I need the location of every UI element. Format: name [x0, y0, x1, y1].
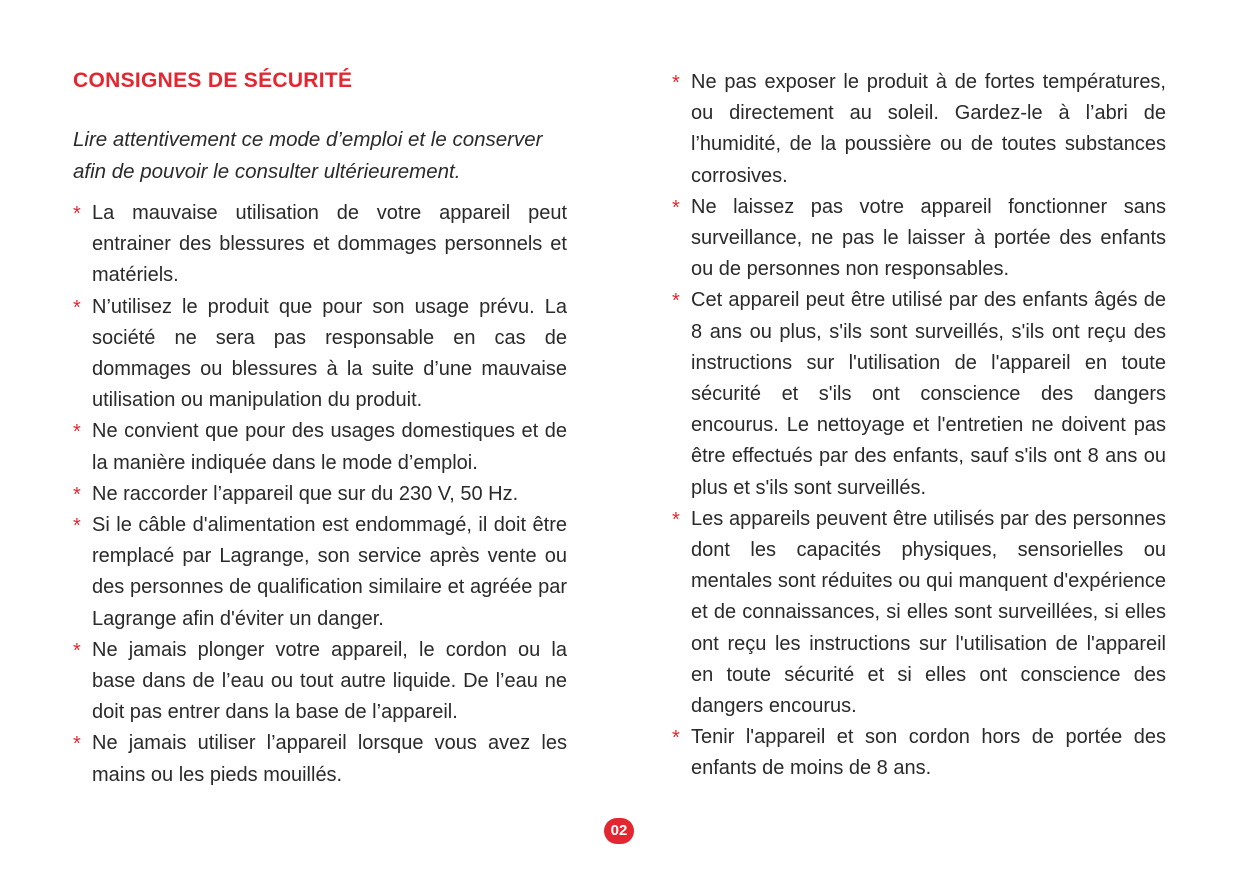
safety-item-text: Ne laissez pas votre appareil fonctionner sans surveillance, ne pas le laisser à portée des enfants ou de personnes non responsables. [691, 195, 1166, 281]
right-safety-list [672, 67, 1166, 785]
asterisk-bullet: * [73, 483, 81, 506]
safety-item [672, 504, 1166, 722]
asterisk-bullet: * [672, 508, 680, 531]
safety-item [73, 635, 567, 729]
safety-item-text: N’utilisez le produit que pour son usage prévu. La société ne sera pas responsable en cas de dommages ou blessures à la suite d’une mauvaise utilisation ou manipulation du produit. [92, 295, 567, 412]
left-safety-list [73, 198, 567, 791]
asterisk-bullet: * [73, 296, 81, 319]
safety-item [672, 67, 1166, 192]
safety-item-text: Ne pas exposer le produit à de fortes températures, ou directement au soleil. Gardez-le à l’abri de l’humidité, de la poussière ou de toutes substances corrosives. [691, 71, 1166, 187]
asterisk-bullet: * [73, 203, 81, 225]
asterisk-bullet: * [672, 290, 680, 313]
safety-item-text: Si le câble d'alimentation est endommagé, il doit être remplacé par Lagrange, son service après vente ou des personnes de qualification similaire et agréée par Lagrange afin d'éviter un danger. [92, 514, 567, 630]
asterisk-bullet: * [73, 421, 81, 444]
safety-item-text: Les appareils peuvent être utilisés par des personnes dont les capacités physiques, sensorielles ou mentales sont réduites ou qui manquent d'expérience et de connaissances, si elles sont surveillées, si elles ont reçu les instructions sur l'utilisation de l'appareil en toute sécurité et si elles ont conscience des dangers encourus. [691, 507, 1166, 718]
asterisk-bullet: * [672, 196, 680, 219]
asterisk-bullet: * [73, 639, 81, 662]
safety-item-text: Ne jamais utiliser l’appareil lorsque vous avez les mains ou les pieds mouillés. [92, 732, 567, 786]
asterisk-bullet: * [73, 515, 81, 538]
safety-item [73, 728, 567, 790]
safety-item-text: Tenir l'appareil et son cordon hors de portée des enfants de moins de 8 ans. [691, 726, 1166, 780]
page-number-badge: 02 [604, 818, 634, 844]
section-heading: CONSIGNES DE SÉCURITÉ [73, 69, 353, 92]
asterisk-bullet: * [672, 727, 680, 750]
safety-item [672, 285, 1166, 503]
safety-item-text: Ne convient que pour des usages domestiques et de la manière indiquée dans le mode d’emploi. [92, 420, 567, 474]
safety-item-text: Ne raccorder l’appareil que sur du 230 V, 50 Hz. [92, 482, 519, 505]
safety-item [73, 416, 567, 478]
asterisk-bullet: * [672, 72, 680, 94]
asterisk-bullet: * [73, 733, 81, 756]
safety-item [73, 479, 567, 510]
safety-item [672, 192, 1166, 286]
safety-item [73, 510, 567, 635]
safety-item-text: La mauvaise utilisation de votre appareil peut entrainer des blessures et dommages personnels et matériels. [92, 202, 567, 287]
intro-text: Lire attentivement ce mode d’emploi et le conserver afin de pouvoir le consulter ultérieurement. [73, 128, 543, 183]
safety-item [672, 722, 1166, 784]
safety-item [73, 198, 567, 292]
safety-item [73, 292, 567, 417]
safety-item-text: Ne jamais plonger votre appareil, le cordon ou la base dans de l’eau ou tout autre liquide. De l’eau ne doit pas entrer dans la base de l’appareil. [92, 638, 567, 724]
safety-item-text: Cet appareil peut être utilisé par des enfants âgés de 8 ans ou plus, s'ils sont surveillés, s'ils ont reçu des instructions sur l'utilisation de l'appareil en toute sécurité et s'ils ont conscience des dangers encourus. Le nettoyage et l'entretien ne doivent pas être effectués par des enfants, sauf s'ils ont 8 ans ou plus et s'ils sont surveillés. [691, 289, 1166, 499]
